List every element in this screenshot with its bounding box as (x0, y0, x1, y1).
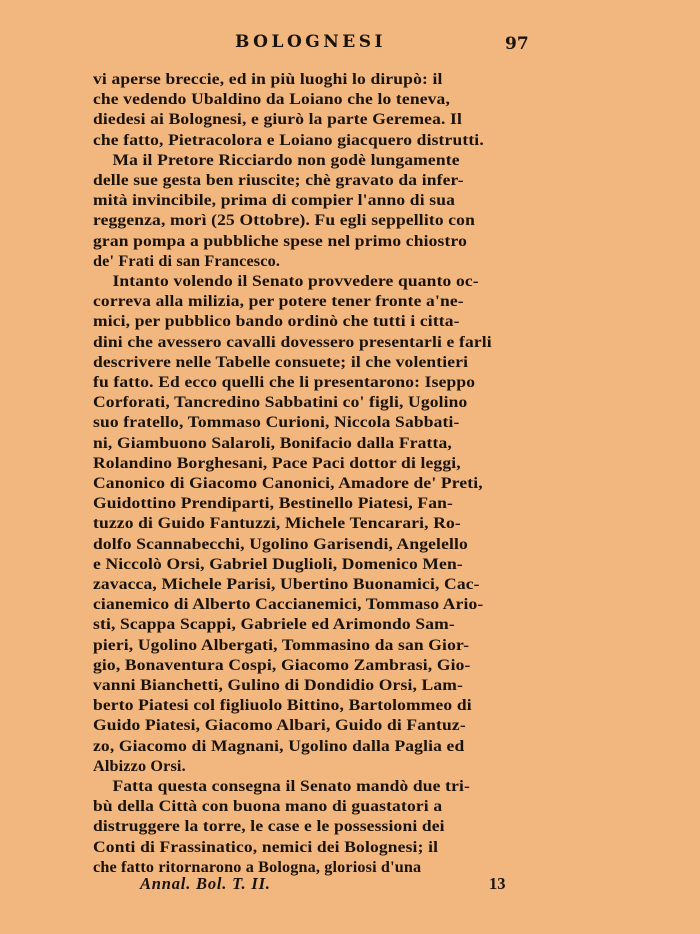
text-line: diedesi ai Bolognesi, e giurò la parte Geremea. Il (93, 110, 463, 129)
text-line: Ma il Pretore Ricciardo non godè lungamente (112, 150, 460, 169)
text-line: che fatto, Pietracolora e Loiano giacquero distrutti. (93, 130, 484, 149)
text-line: reggenza, morì (25 Ottobre). Fu egli seppellito con (93, 211, 475, 230)
text-line: gran pompa a pubbliche spese nel primo chiostro (93, 231, 467, 250)
text-line: Canonico di Giacomo Canonici, Amadore de' Preti, (93, 474, 483, 492)
text-line: tuzzo di Guido Fantuzzi, Michele Tencarari, Ro- (93, 514, 461, 533)
text-line: distruggere la torre, le case e le possessioni dei (93, 817, 445, 836)
signature-mark: Annal. Bol. T. II. (140, 874, 271, 893)
page-number: 97 (505, 34, 529, 54)
text-line: Rolandino Borghesani, Pace Paci dottor di leggi, (93, 453, 461, 472)
text-line: Guidottino Prendiparti, Bestinello Piatesi, Fan- (93, 494, 454, 513)
running-head (0, 32, 700, 56)
text-line: mici, per pubblico bando ordinò che tutti i citta- (93, 312, 460, 331)
text-line: mità invincibile, prima di compier l'anno di sua (93, 191, 456, 210)
text-line: delle sue gesta ben riuscite; chè gravato da infer- (93, 171, 464, 189)
text-line: de' Frati di san Francesco. (93, 251, 281, 270)
text-line: fu fatto. Ed ecco quelli che li presentarono: Iseppo (93, 373, 476, 391)
text-line: bù della Città con buona mano di guastatori a (93, 797, 443, 816)
sheet-number: 13 (489, 874, 506, 893)
text-line: gio, Bonaventura Cospi, Giacomo Zambrasi, Gio- (93, 655, 471, 674)
text-line: cianemico di Alberto Caccianemici, Tommaso Ario- (93, 595, 484, 614)
text-line: descrivere nelle Tabelle consuete; il che volentieri (93, 352, 469, 371)
text-line: ni, Giambuono Salaroli, Bonifacio dalla Fratta, (93, 433, 452, 452)
running-title: BOLOGNESI (235, 32, 386, 52)
text-line: vanni Bianchetti, Gulino di Dondidio Orsi, Lam- (93, 676, 463, 694)
text-line: Conti di Frassinatico, nemici dei Bolognesi; il (93, 837, 439, 856)
text-line: vi aperse breccie, ed in più luoghi lo dirupò: il (93, 70, 443, 88)
text-line: zo, Giacomo di Magnani, Ugolino dalla Paglia ed (93, 736, 465, 755)
text-line: correva alla milizia, per potere tener fronte a'ne- (93, 292, 464, 311)
text-line: Guido Piatesi, Giacomo Albari, Guido di Fantuz- (93, 716, 466, 735)
text-line: dolfo Scannabecchi, Ugolino Garisendi, Angelello (93, 534, 468, 553)
text-line: berto Piatesi col figliuolo Bittino, Bartolommeo di (93, 696, 472, 715)
text-line: che vedendo Ubaldino da Loiano che lo teneva, (93, 90, 450, 109)
text-line: zavacca, Michele Parisi, Ubertino Buonamici, Cac- (93, 575, 480, 593)
text-line: che fatto ritornarono a Bologna, gloriosi d'una (93, 857, 422, 876)
text-line: pieri, Ugolino Albergati, Tommasino da san Gior- (93, 635, 470, 654)
text-line: suo fratello, Tommaso Curioni, Niccola Sabbati- (93, 413, 460, 432)
text-line: sti, Scappa Scappi, Gabriele ed Arimondo Sam- (93, 615, 455, 634)
text-line: Albizzo Orsi. (93, 756, 186, 775)
text-line: e Niccolò Orsi, Gabriel Duglioli, Domenico Men- (93, 554, 463, 573)
text-line: Intanto volendo il Senato provvedere quanto oc- (112, 272, 479, 290)
text-line: dini che avessero cavalli dovessero presentarli e farli (93, 332, 492, 351)
text-line: Corforati, Tancredino Sabbatini co' figli, Ugolino (93, 393, 468, 412)
page-footer (0, 874, 700, 898)
text-line: Fatta questa consegna il Senato mandò due tri- (112, 777, 471, 795)
